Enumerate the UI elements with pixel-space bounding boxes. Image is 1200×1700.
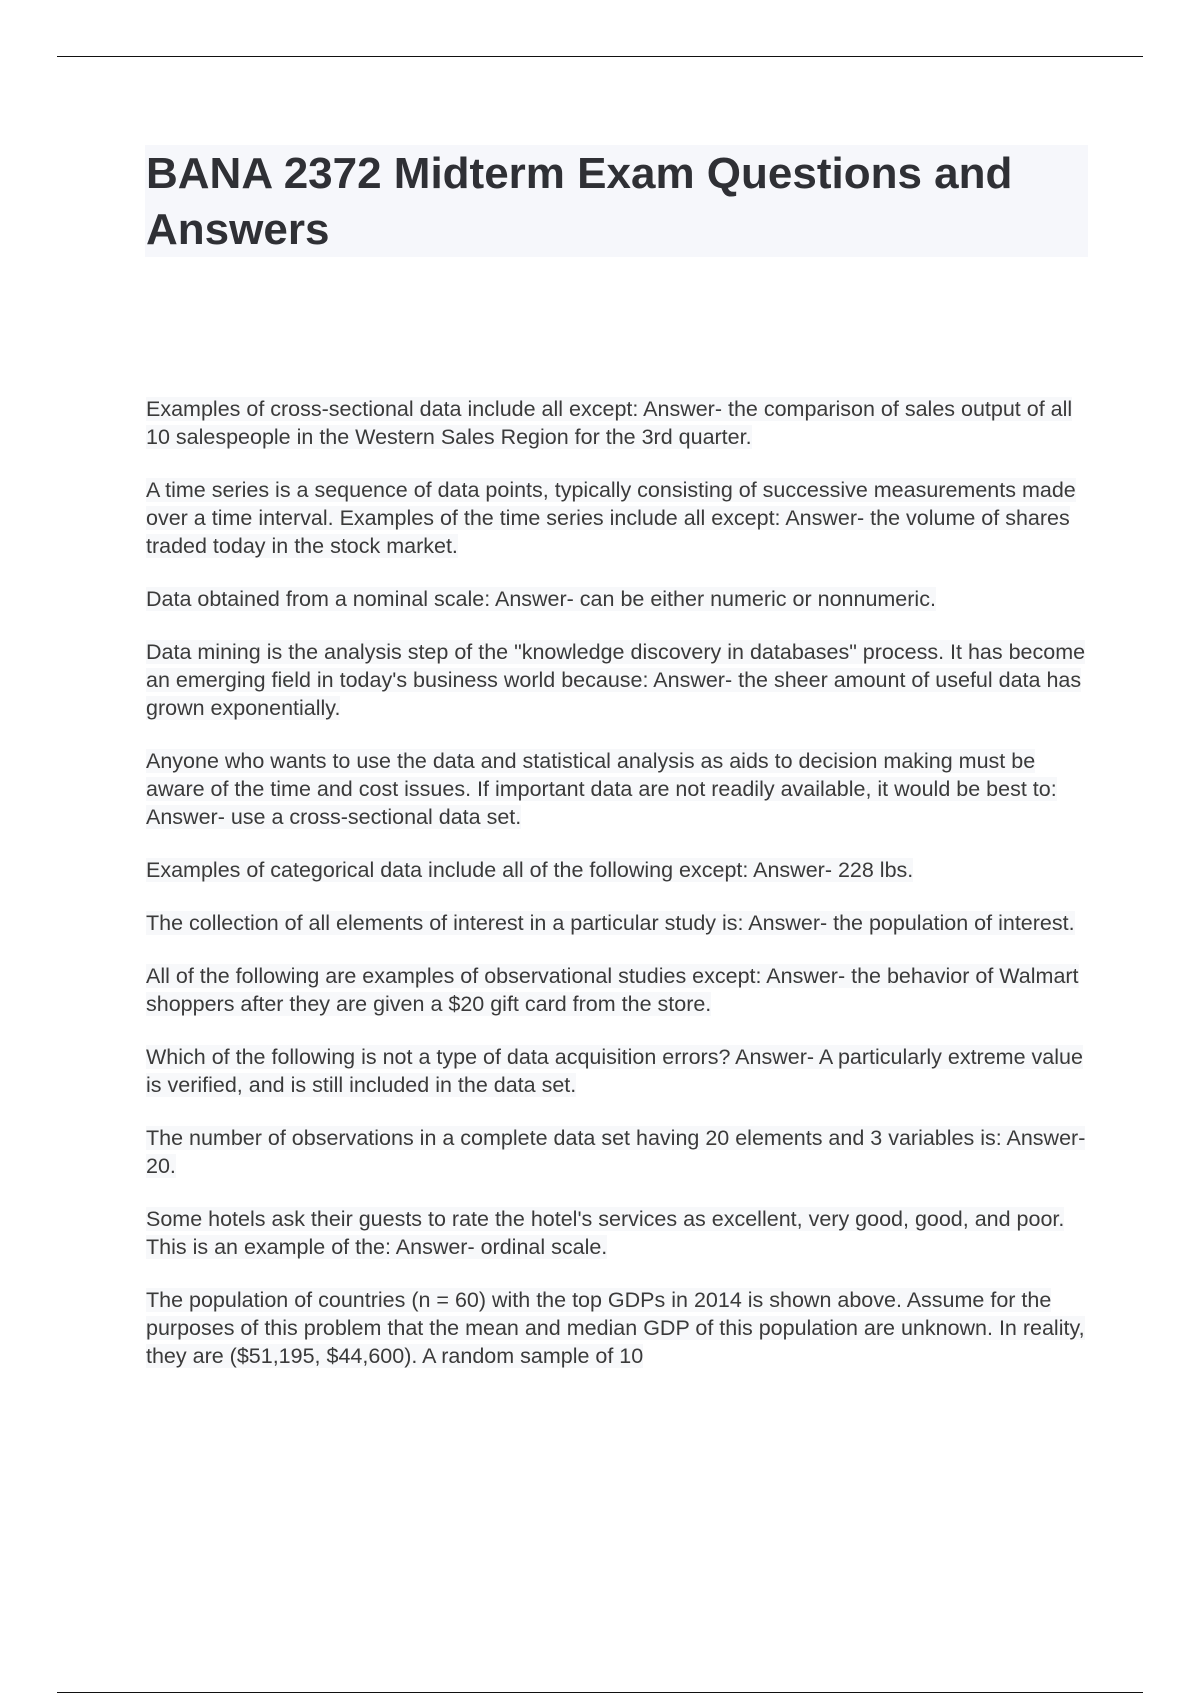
footer-rule xyxy=(57,1692,1143,1693)
qa-item xyxy=(146,747,1086,831)
qa-text: Data obtained from a nominal scale: Answer- can be either numeric or nonnumeric. xyxy=(146,587,936,611)
qa-text: The population of countries (n = 60) with the top GDPs in 2014 is shown above. Assume for the purposes of this problem that the mean and median GDP of this population are unknown. In reality, they are ($51,195, $44,600). A random sample of 10 xyxy=(146,1288,1085,1368)
qa-text: Which of the following is not a type of data acquisition errors? Answer- A particularly extreme value is verified, and is still included in the data set. xyxy=(146,1045,1083,1097)
qa-item xyxy=(146,476,1086,560)
qa-text: Some hotels ask their guests to rate the hotel's services as excellent, very good, good, and poor. This is an example of the: Answer- ordinal scale. xyxy=(146,1207,1065,1259)
qa-text: All of the following are examples of observational studies except: Answer- the behavior of Walmart shoppers after they are given a $20 gift card from the store. xyxy=(146,964,1079,1016)
qa-item xyxy=(146,1043,1086,1099)
qa-text: Data mining is the analysis step of the "knowledge discovery in databases" process. It has become an emerging field in today's business world because: Answer- the sheer amount of useful data has grown exponentially. xyxy=(146,640,1086,720)
qa-text: Anyone who wants to use the data and statistical analysis as aids to decision making must be aware of the time and cost issues. If important data are not readily available, it would be best to: Answer- use a cross-sectional data set. xyxy=(146,749,1057,829)
qa-item xyxy=(146,585,1086,613)
qa-item xyxy=(146,909,1086,937)
qa-text: The number of observations in a complete data set having 20 elements and 3 variables is: Answer- 20. xyxy=(146,1126,1086,1178)
qa-text: Examples of cross-sectional data include all except: Answer- the comparison of sales output of all 10 salespeople in the Western Sales Region for the 3rd quarter. xyxy=(146,397,1073,449)
header-rule xyxy=(57,56,1143,57)
qa-list xyxy=(146,395,1086,1395)
qa-item xyxy=(146,1205,1086,1261)
qa-item xyxy=(146,395,1086,451)
qa-text: Examples of categorical data include all of the following except: Answer- 228 lbs. xyxy=(146,858,914,882)
qa-text: A time series is a sequence of data points, typically consisting of successive measurements made over a time interval. Examples of the time series include all except: Answer- the volume of shares traded today in the stock market. xyxy=(146,478,1076,558)
qa-text: The collection of all elements of interest in a particular study is: Answer- the population of interest. xyxy=(146,911,1075,935)
document-title: BANA 2372 Midterm Exam Questions and Answers xyxy=(146,149,1013,254)
qa-item xyxy=(146,638,1086,722)
qa-item xyxy=(146,1124,1086,1180)
qa-item xyxy=(146,856,1086,884)
qa-item xyxy=(146,1286,1086,1370)
qa-item xyxy=(146,962,1086,1018)
